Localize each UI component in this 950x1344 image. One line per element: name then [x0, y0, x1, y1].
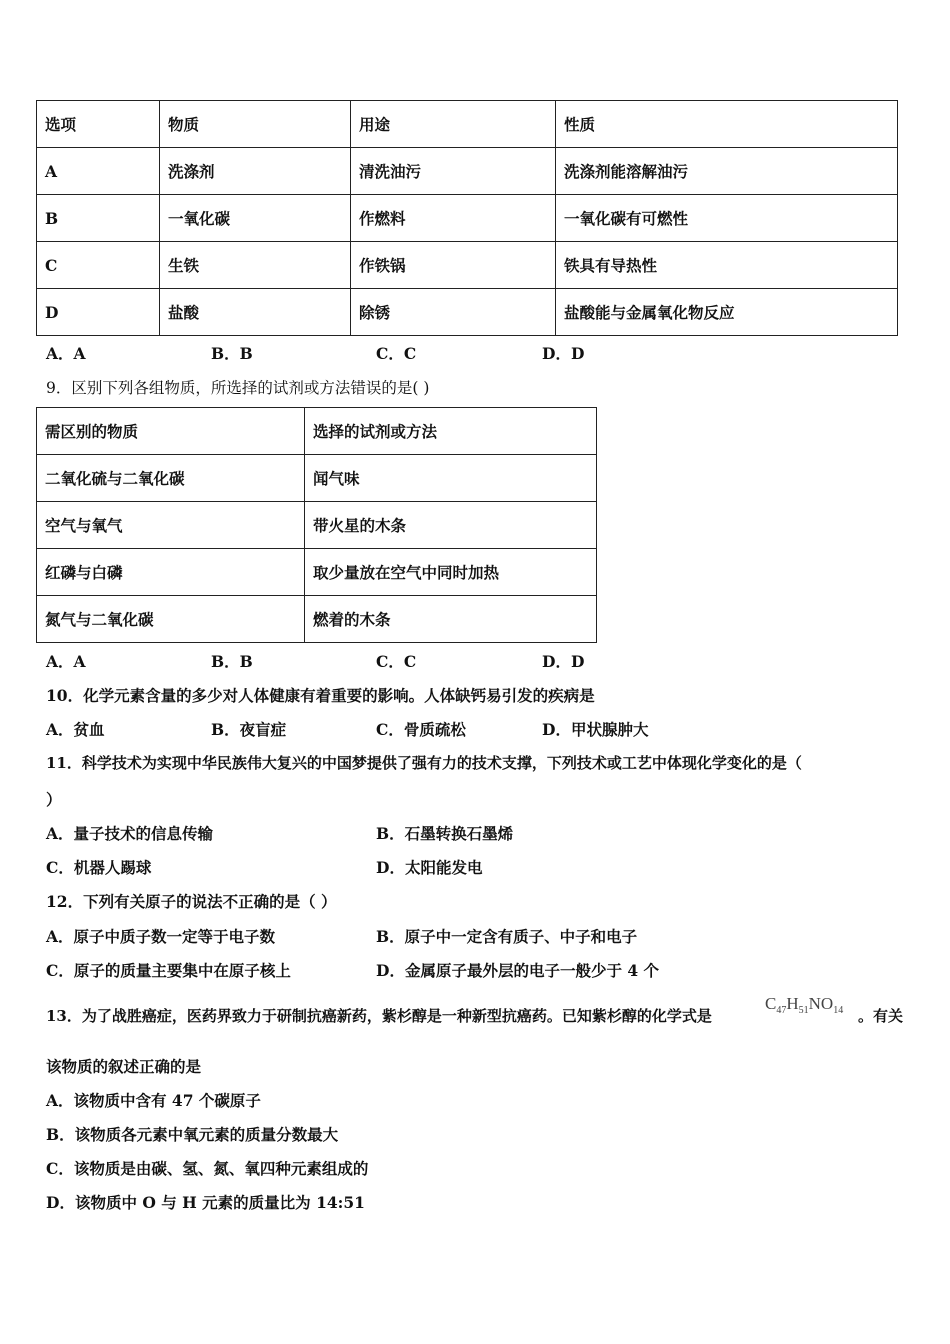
q10-option-b[interactable]: B．夜盲症 [211, 720, 287, 739]
table-row [37, 455, 597, 502]
table-row [37, 502, 597, 549]
table-cell: B [37, 195, 160, 242]
table-row [37, 596, 597, 643]
table-row [37, 148, 898, 195]
table-header-cell: 选项 [37, 101, 160, 148]
q12-stem: 12．下列有关原子的说法不正确的是（ ） [46, 892, 337, 911]
q11-option-a[interactable]: A．量子技术的信息传输 [46, 824, 214, 843]
q11-option-b[interactable]: B．石墨转换石墨烯 [376, 824, 514, 843]
table-cell: 清洗油污 [351, 148, 556, 195]
q9-option-c[interactable]: C．C [376, 652, 417, 671]
table-header-cell: 物质 [160, 101, 351, 148]
q11-stem-continued: ） [46, 790, 62, 809]
table-cell: C [37, 242, 160, 289]
table-row [37, 289, 898, 336]
q10-option-d[interactable]: D．甲状腺肿大 [542, 720, 649, 739]
table-row [37, 408, 597, 455]
q13-option-b[interactable]: B．该物质各元素中氧元素的质量分数最大 [46, 1125, 339, 1144]
q10-stem: 10．化学元素含量的多少对人体健康有着重要的影响。人体缺钙易引发的疾病是 [46, 686, 595, 705]
table-cell: 生铁 [160, 242, 351, 289]
q13-option-c[interactable]: C．该物质是由碳、氢、氮、氧四种元素组成的 [46, 1159, 369, 1178]
table-cell: 带火星的木条 [305, 502, 597, 549]
table-cell: 作燃料 [351, 195, 556, 242]
table-cell: 洗涤剂能溶解油污 [556, 148, 898, 195]
table-cell: 作铁锅 [351, 242, 556, 289]
table-cell: A [37, 148, 160, 195]
table-cell: 空气与氧气 [37, 502, 305, 549]
table-header-cell: 需区别的物质 [37, 408, 305, 455]
q13-option-d[interactable]: D．该物质中 O 与 H 元素的质量比为 14:51 [46, 1193, 365, 1212]
table-cell: D [37, 289, 160, 336]
table-header-cell: 选择的试剂或方法 [305, 408, 597, 455]
table-row [37, 195, 898, 242]
table-cell: 一氧化碳有可燃性 [556, 195, 898, 242]
table-cell: 取少量放在空气中同时加热 [305, 549, 597, 596]
q13-stem-tail: 。有关 [858, 1007, 904, 1025]
table-cell: 铁具有导热性 [556, 242, 898, 289]
q9-option-b[interactable]: B．B [211, 652, 253, 671]
table-cell: 洗涤剂 [160, 148, 351, 195]
chemical-formula: $C_{47}H_{51}NO_{14}$ [765, 994, 844, 1016]
table-row [37, 101, 898, 148]
q10-option-c[interactable]: C．骨质疏松 [376, 720, 466, 739]
q11-stem: 11．科学技术为实现中华民族伟大复兴的中国梦提供了强有力的技术支撑，下列技术或工艺中体现化学变化的是（ [46, 754, 802, 772]
q9-table [36, 407, 597, 643]
q12-option-c[interactable]: C．原子的质量主要集中在原子核上 [46, 961, 291, 980]
q8-table [36, 100, 898, 336]
table-row [37, 242, 898, 289]
q8-option-c[interactable]: C．C [376, 344, 417, 363]
table-cell: 除锈 [351, 289, 556, 336]
q8-option-a[interactable]: A．A [46, 344, 86, 363]
table-cell: 燃着的木条 [305, 596, 597, 643]
table-row [37, 549, 597, 596]
table-cell: 一氧化碳 [160, 195, 351, 242]
table-header-cell: 用途 [351, 101, 556, 148]
q12-option-b[interactable]: B．原子中一定含有质子、中子和电子 [376, 927, 638, 946]
q12-option-d[interactable]: D．金属原子最外层的电子一般少于 4 个 [376, 961, 660, 980]
q13-stem: 13．为了战胜癌症，医药界致力于研制抗癌新药，紫杉醇是一种新型抗癌药。已知紫杉醇的化学式是 [46, 1007, 712, 1025]
q13-option-a[interactable]: A．该物质中含有 47 个碳原子 [46, 1091, 261, 1110]
table-cell: 盐酸能与金属氧化物反应 [556, 289, 898, 336]
q10-option-a[interactable]: A．贫血 [46, 720, 105, 739]
q13-stem-continued: 该物质的叙述正确的是 [46, 1057, 202, 1076]
table-cell: 盐酸 [160, 289, 351, 336]
table-cell: 闻气味 [305, 455, 597, 502]
table-cell: 红磷与白磷 [37, 549, 305, 596]
table-header-cell: 性质 [556, 101, 898, 148]
q9-option-a[interactable]: A．A [46, 652, 86, 671]
q9-stem: 9．区别下列各组物质，所选择的试剂或方法错误的是( ) [46, 379, 430, 397]
q8-option-b[interactable]: B．B [211, 344, 253, 363]
q8-option-d[interactable]: D．D [542, 344, 585, 363]
q11-option-c[interactable]: C．机器人踢球 [46, 858, 152, 877]
table-cell: 氮气与二氧化碳 [37, 596, 305, 643]
q12-option-a[interactable]: A．原子中质子数一定等于电子数 [46, 927, 276, 946]
q11-option-d[interactable]: D．太阳能发电 [376, 858, 483, 877]
table-cell: 二氧化硫与二氧化碳 [37, 455, 305, 502]
q9-option-d[interactable]: D．D [542, 652, 585, 671]
